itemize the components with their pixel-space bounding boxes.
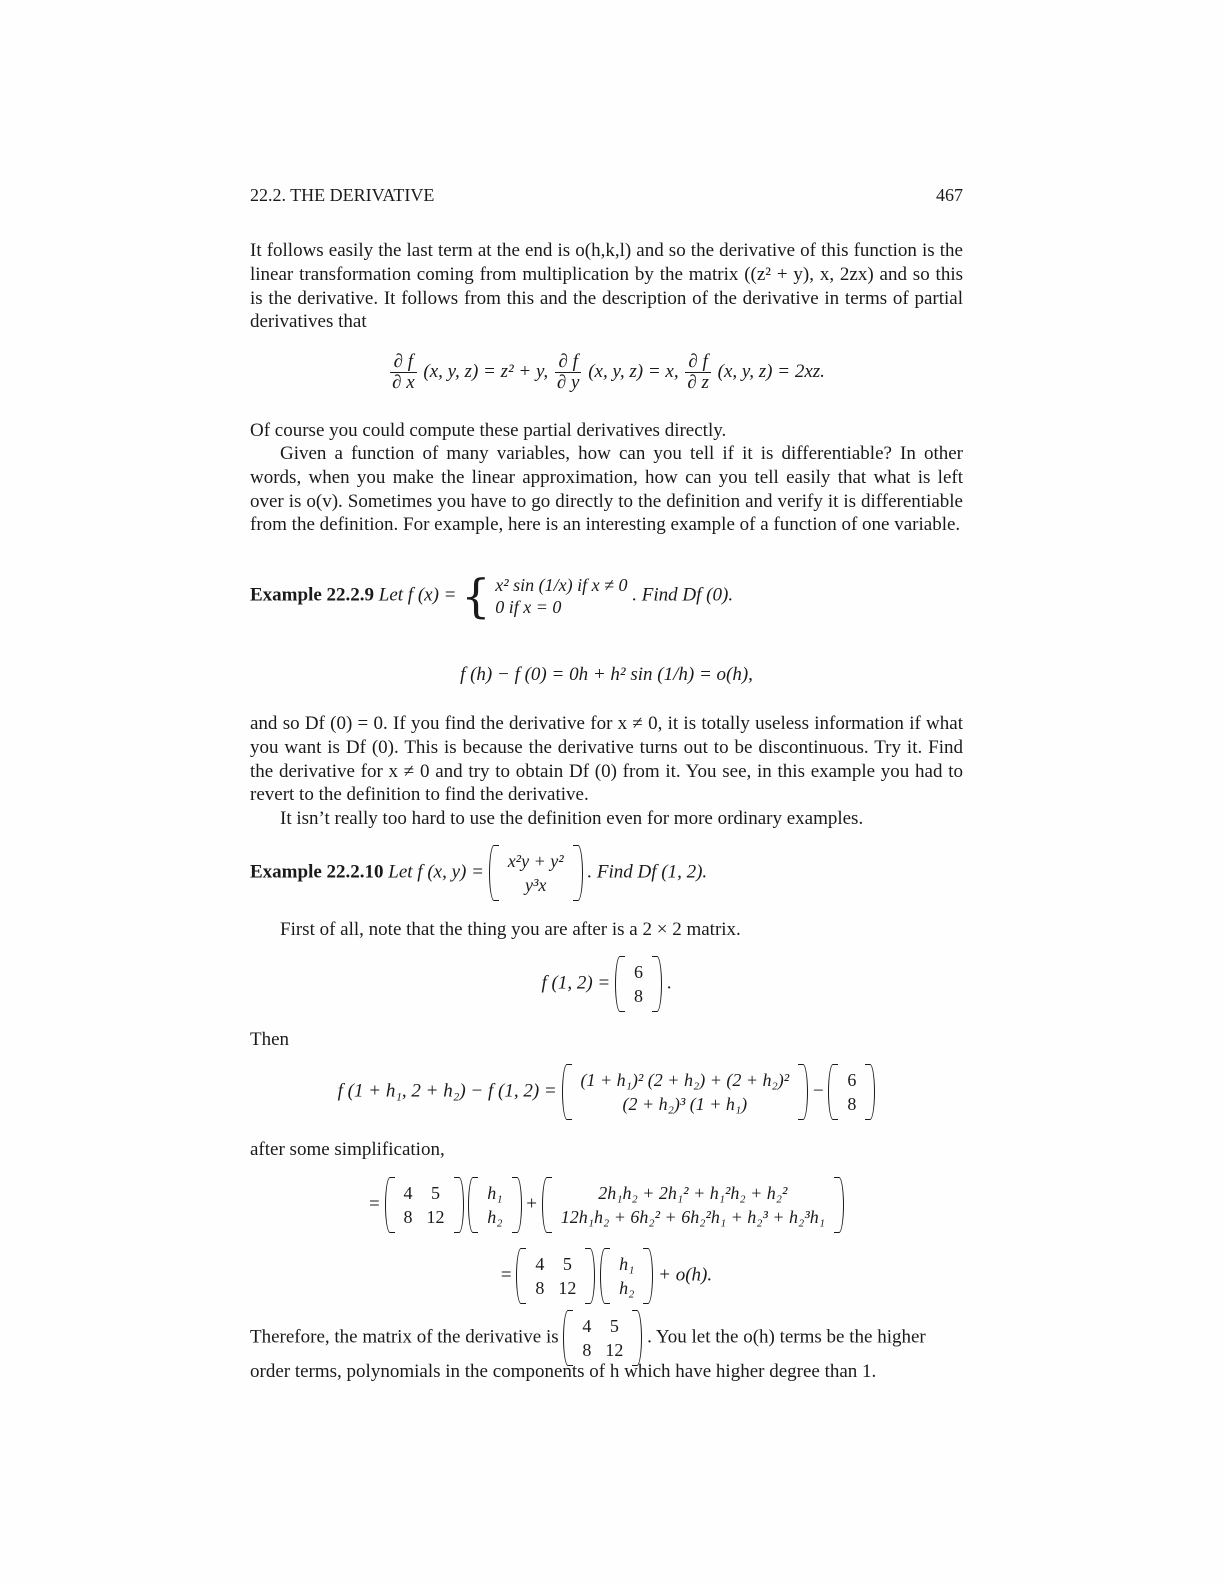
paragraph-simplification: after some simplification, xyxy=(250,1139,445,1160)
page-number: 467 xyxy=(936,185,963,205)
paragraph-then: Then xyxy=(250,1029,290,1050)
matrix-4-5-8-12: 4 5 8 12 xyxy=(385,1181,464,1229)
paragraph-conclusion: Therefore, the matrix of the derivative is 4 5 8 12 . You let the o(h) terms be the higher xyxy=(250,1314,963,1362)
piecewise-cases: x² sin (1/x) if x ≠ 0 0 if x = 0 xyxy=(495,575,628,617)
example-22-2-10: Example 22.2.10 Let f (x, y) = x²y + y² y³x . Find Df (1, 2). xyxy=(250,849,963,897)
vector-expanded: (1 + h₁)² (2 + h₂) + (2 + h₂)² (2 + h₂)³ (1 + h₁) xyxy=(562,1068,809,1116)
equation-difference: f (1 + h₁, 2 + h₂) − f (1, 2) = (1 + h₁)² (2 + h₂) + (2 + h₂)² (2 + h₂)³ (1 + h₁) − 6 8 xyxy=(250,1068,963,1116)
paragraph-df-zero: and so Df (0) = 0. If you find the derivative for x ≠ 0, it is totally useless information if what you want is Df (0). This is because the derivative turns out to be discontinuous. Try it. Find the derivative for x ≠ 0 and try to obtain Df (0) from it. You see, in this example you had to revert to the definition to find the derivative. xyxy=(250,713,963,806)
matrix-derivative: 4 5 8 12 xyxy=(563,1314,642,1362)
vector-h: h₁ h₂ xyxy=(600,1252,653,1300)
vector-h: h₁ h₂ xyxy=(468,1181,521,1229)
paragraph-intro: It follows easily the last term at the end is o(h,k,l) and so the derivative of this function is the linear transformation coming from multiplication by the matrix ((z² + y), x, 2zx) and so this is the derivative. It follows from this and the description of the derivative in terms of partial derivatives that xyxy=(250,240,963,333)
paragraph-2x2-matrix: First of all, note that the thing you are after is a 2 × 2 matrix. xyxy=(280,919,741,940)
equation-f-1-2: f (1, 2) = 6 8 . xyxy=(250,960,963,1008)
paragraph-compute-directly: Of course you could compute these partial derivatives directly. xyxy=(250,420,727,441)
vector-higher-order: 2h₁h₂ + 2h₁² + h₁²h₂ + h₂² 12h₁h₂ + 6h₂² + 6h₂²h₁ + h₂³ + h₂³h₁ xyxy=(542,1181,844,1229)
equation-simplified-2: = 4 5 8 12 h₁ h₂ + o(h). xyxy=(250,1252,963,1300)
matrix-4-5-8-12: 4 5 8 12 xyxy=(516,1252,595,1300)
section-title: 22.2. THE DERIVATIVE xyxy=(250,185,435,205)
vector-6-8: 6 8 xyxy=(828,1068,875,1116)
equation-simplified-1: = 4 5 8 12 h₁ h₂ + 2h₁h₂ + 2h₁² + h₁²h₂ + h₂² 12h₁h₂ + 6h₂² + 6h₂²h₁ + h₂³ + h₂³h₁ xyxy=(250,1181,963,1229)
vector-6-8: 6 8 xyxy=(615,960,662,1008)
example-label: Example 22.2.10 xyxy=(250,861,384,883)
left-brace: { xyxy=(461,569,491,623)
paragraph-differentiable: Given a function of many variables, how can you tell if it is differentiable? In other words, when you make the linear approximation, how can you tell easily that what is left over is o(v). Sometimes you have to go directly to the definition and verify it is differentiable from the definition. For example, here is an interesting example of a function of one variable. xyxy=(250,443,963,536)
paragraph-conclusion-line2: order terms, polynomials in the components of h which have higher degree than 1. xyxy=(250,1361,877,1382)
example-22-2-9: Example 22.2.9 Let f (x) = { x² sin (1/x) if x ≠ 0 0 if x = 0 . Find Df (0). xyxy=(250,569,734,623)
vector-function: x²y + y² y³x xyxy=(489,849,583,897)
equation-f-of-h: f (h) − f (0) = 0h + h² sin (1/h) = o(h), xyxy=(460,664,753,685)
example-label: Example 22.2.9 xyxy=(250,584,375,606)
fraction-df-dx: $\frac{\partial f}{\partial x}$ xyxy=(392,351,415,393)
fraction-df-dy: $\frac{\partial f}{\partial y}$ xyxy=(556,351,580,393)
paragraph-ordinary-examples: It isn’t really too hard to use the definition even for more ordinary examples. xyxy=(280,808,864,829)
fraction-df-dz: $\frac{\partial f}{\partial z}$ xyxy=(687,351,709,393)
equation-partial-derivatives: $\frac{\partial f}{\partial x}$ (x, y, z) = z² + y, $\frac{\partial f}{\partial y}$ (x, y, z) = x, $\frac{\partial f}{\partial z}$ (x, y, z) = 2xz. xyxy=(392,351,825,393)
